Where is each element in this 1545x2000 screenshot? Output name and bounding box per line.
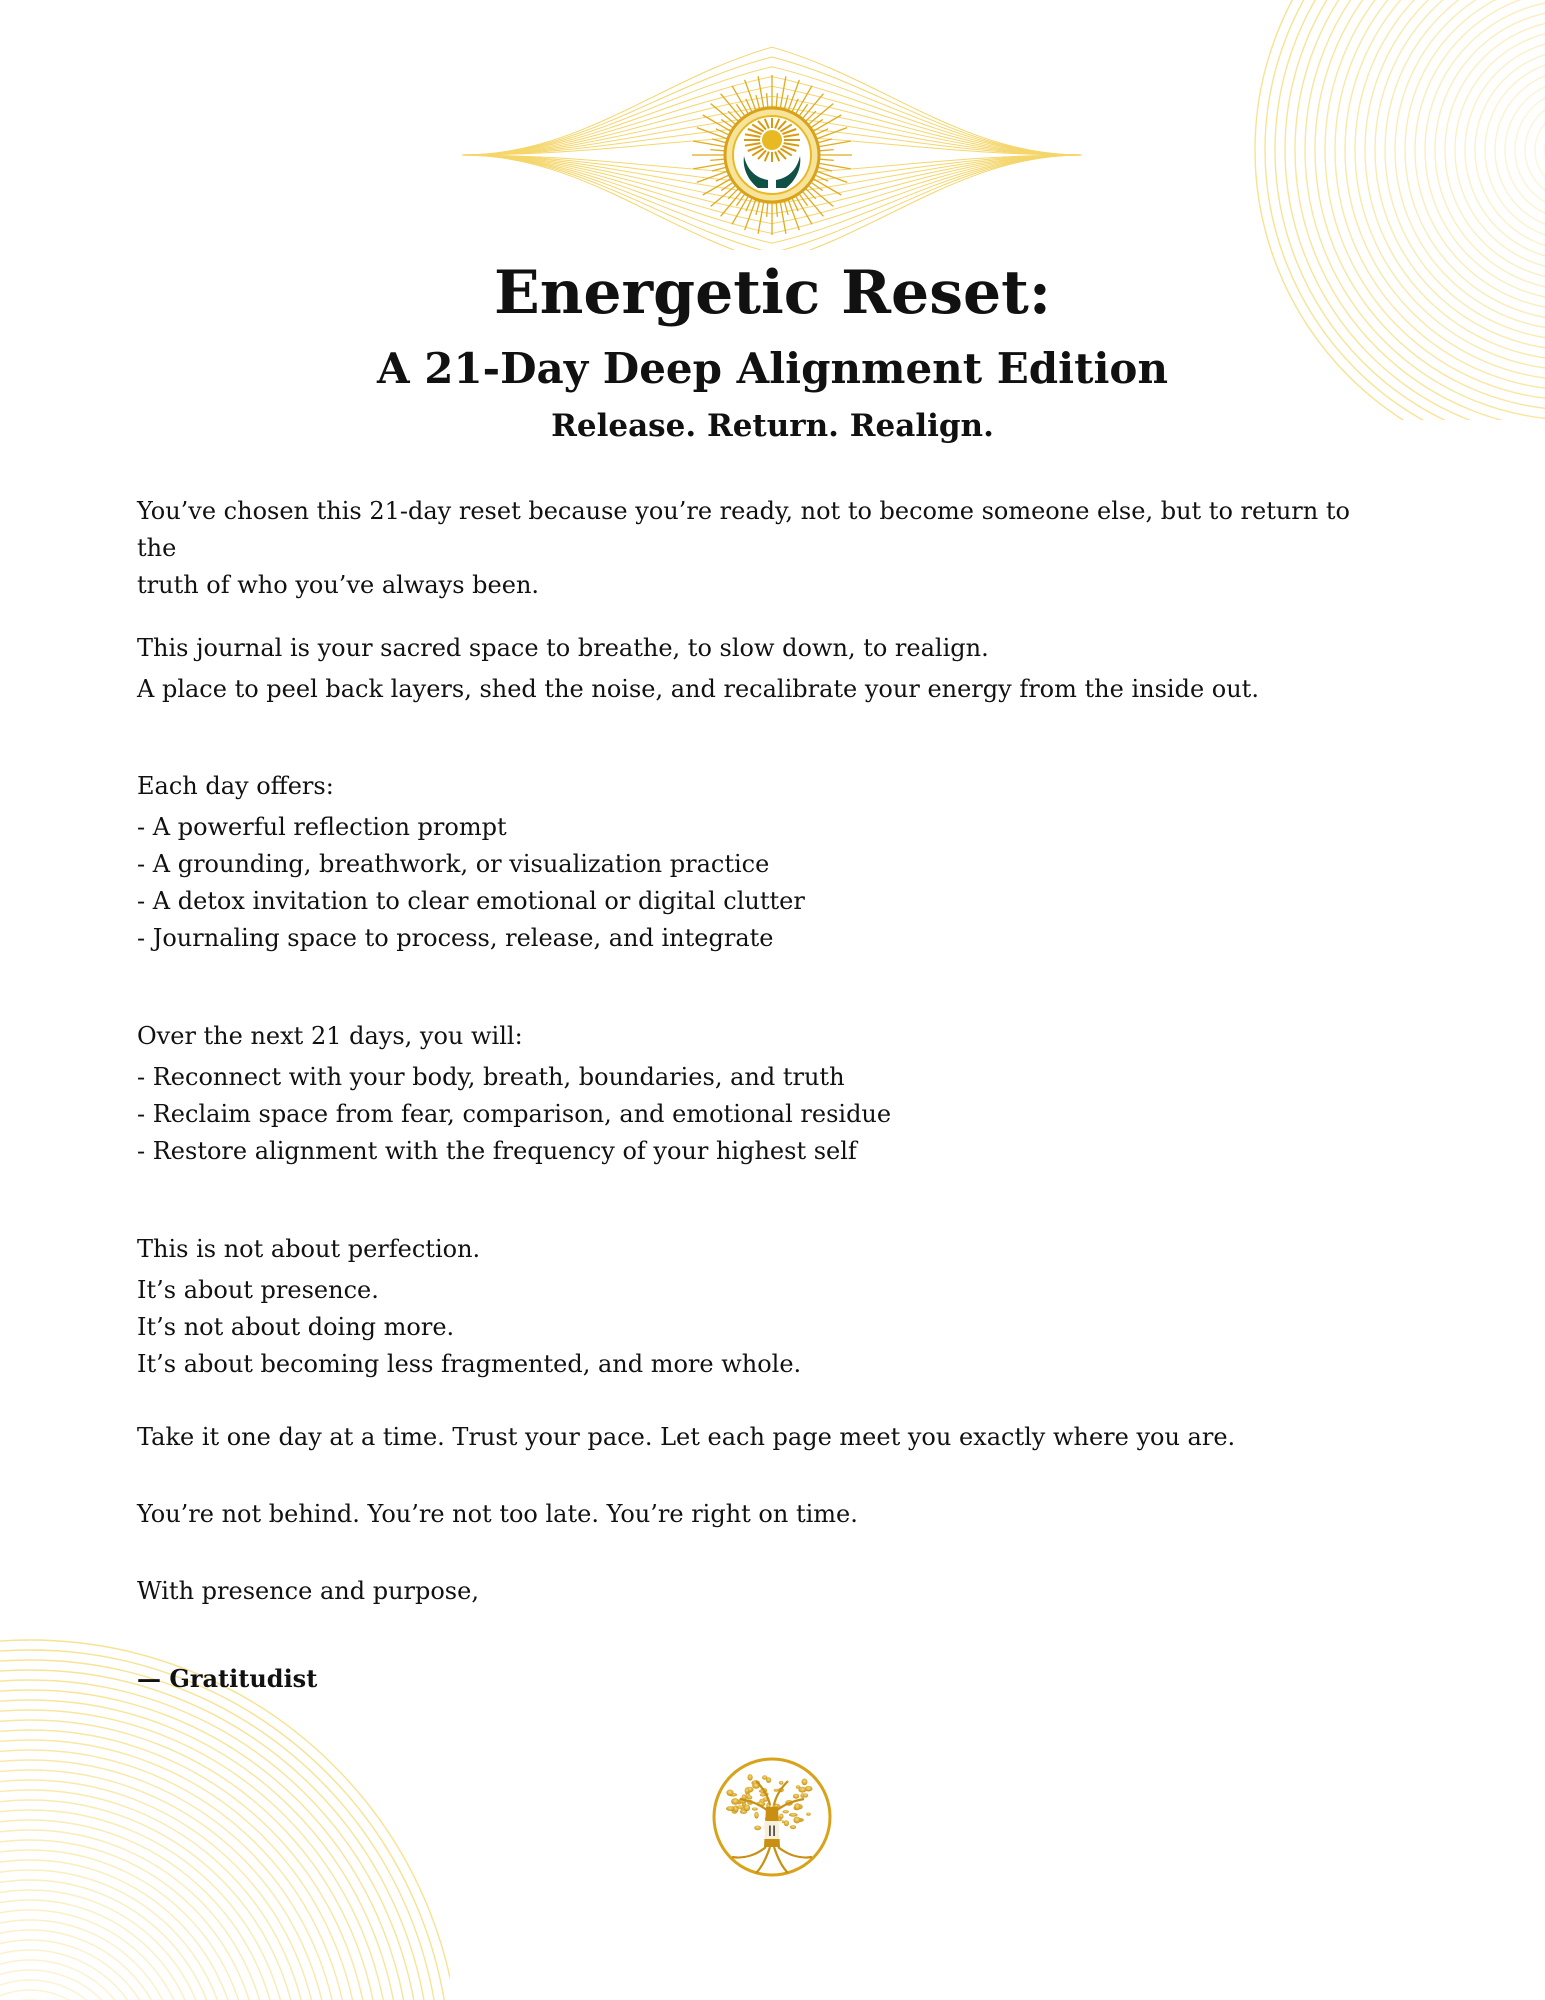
presence-section <box>137 1231 1377 1383</box>
pace-line: Take it one day at a time. Trust your pace. Let each page meet you exactly where you are. <box>137 1423 1236 1451</box>
text-line: It’s not about doing more. <box>137 1313 455 1341</box>
list-item: - A detox invitation to clear emotional or digital clutter <box>137 887 805 915</box>
list-item: - Reconnect with your body, breath, boundaries, and truth <box>137 1063 845 1091</box>
intro-paragraph-1 <box>137 493 1377 604</box>
text-line: This journal is your sacred space to breathe, to slow down, to realign. <box>137 634 989 662</box>
emblem-monogram: II <box>767 1824 777 1840</box>
sunburst-hands-icon <box>462 20 1082 250</box>
list-item: - A powerful reflection prompt <box>137 813 507 841</box>
text-line: You’ve chosen this 21-day reset because you’re ready, not to become someone else, but to return to the <box>137 497 1350 562</box>
offers-section <box>137 768 1377 957</box>
tree-of-life-icon <box>710 1755 834 1879</box>
text-line: It’s about presence. <box>137 1276 379 1304</box>
text-line: It’s about becoming less fragmented, and more whole. <box>137 1350 802 1378</box>
section-heading: Over the next 21 days, you will: <box>137 1022 523 1050</box>
list-item: - Reclaim space from fear, comparison, and emotional residue <box>137 1100 892 1128</box>
outcomes-section <box>137 1018 1377 1170</box>
page-title: Energetic Reset: <box>493 258 1052 328</box>
signature: — Gratitudist <box>137 1664 318 1693</box>
text-line: This is not about perfection. <box>137 1235 481 1263</box>
intro-paragraph-2 <box>137 630 1377 708</box>
section-heading: Each day offers: <box>137 772 334 800</box>
list-item: - Journaling space to process, release, and integrate <box>137 924 774 952</box>
list-item: - Restore alignment with the frequency of your highest self <box>137 1137 857 1165</box>
page-tagline: Release. Return. Realign. <box>551 408 994 444</box>
sign-off: With presence and purpose, <box>137 1577 479 1605</box>
text-line: truth of who you’ve always been. <box>137 571 540 599</box>
list-item: - A grounding, breathwork, or visualization practice <box>137 850 770 878</box>
text-line: A place to peel back layers, shed the noise, and recalibrate your energy from the inside out. <box>137 675 1259 703</box>
on-time-line: You’re not behind. You’re not too late. You’re right on time. <box>137 1500 858 1528</box>
page-subtitle: A 21-Day Deep Alignment Edition <box>377 344 1168 393</box>
